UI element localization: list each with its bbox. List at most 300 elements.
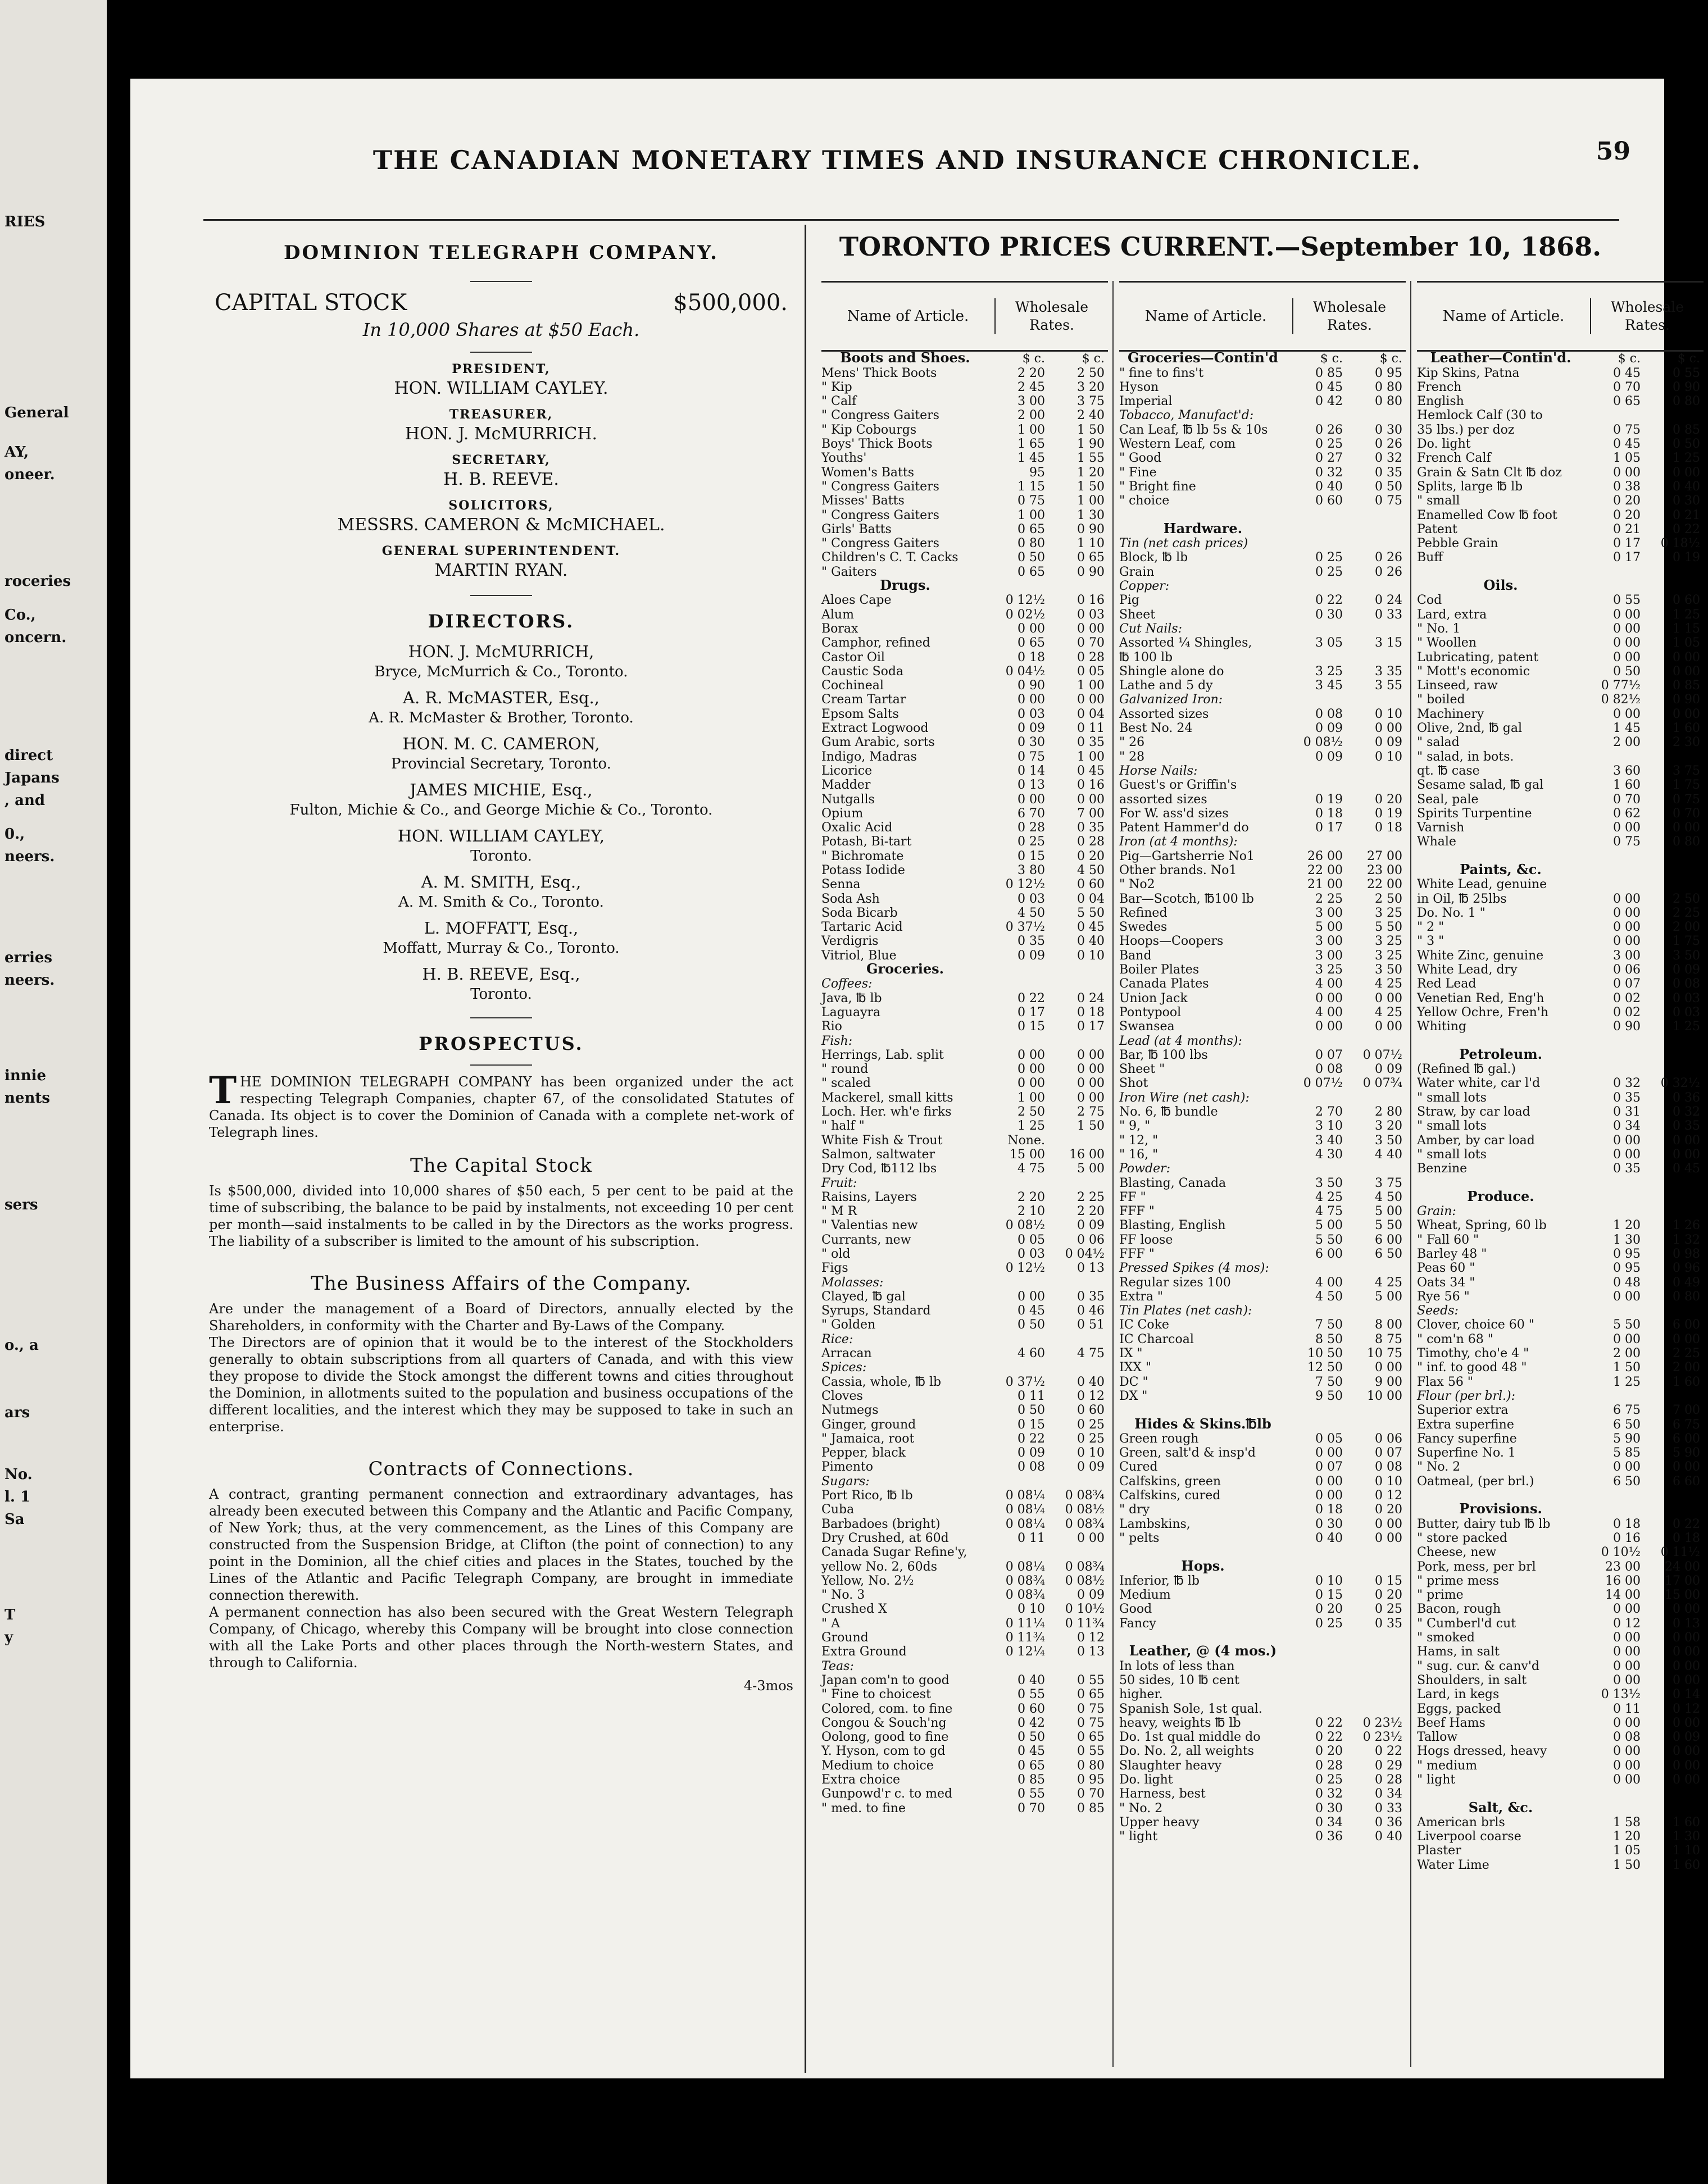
rate-high: 0 35 — [1673, 1119, 1700, 1134]
rate-high: 2 40 — [1077, 408, 1105, 423]
article-name: Drugs. — [880, 577, 930, 594]
price-row — [821, 1119, 1108, 1133]
rate-low: 0 22 — [1315, 593, 1343, 608]
price-row — [1417, 948, 1704, 962]
rate-high: 3 50 — [1375, 963, 1402, 977]
rate-low: 15 00 — [1010, 1147, 1045, 1162]
article-name: Blasting, English — [1119, 1218, 1226, 1233]
rate-low: 0 00 — [1613, 1758, 1641, 1773]
rate-low: 3 60 — [1613, 763, 1641, 778]
price-row — [821, 1261, 1108, 1275]
rate-high: 1 60 — [1673, 1815, 1700, 1830]
rate-high: 3 25 — [1375, 934, 1402, 949]
rate-high: 0 75 — [1673, 792, 1700, 807]
price-row — [821, 408, 1108, 422]
article-name: Band — [1119, 948, 1152, 963]
officer-role: SECRETARY, — [452, 453, 551, 467]
rate-high: 0 85 — [1673, 679, 1700, 693]
rate-low: 0 00 — [1613, 465, 1641, 480]
price-row — [1417, 1545, 1704, 1559]
article-name: heavy, weights ℔ lb — [1119, 1716, 1241, 1730]
rate-low: 0 25 — [1315, 1772, 1343, 1787]
rate-high: 2 20 — [1077, 1204, 1105, 1219]
price-row — [821, 835, 1108, 849]
price-row — [1119, 1119, 1406, 1133]
article-name: Timothy, cho'e 4 " — [1417, 1346, 1529, 1361]
rate-low: 16 00 — [1605, 1573, 1641, 1588]
rate-low: 4 00 — [1315, 977, 1343, 991]
price-row — [1119, 707, 1406, 721]
rate-high: 0 19 — [1375, 806, 1402, 821]
rate-low: 0 40 — [1315, 479, 1343, 494]
price-row — [1119, 1474, 1406, 1488]
price-row — [1417, 721, 1704, 735]
article-name: Butter, dairy tub ℔ lb — [1417, 1517, 1551, 1531]
article-name: Japan com'n to good — [821, 1673, 950, 1687]
directors-list — [209, 642, 793, 1003]
article-name: Peas 60 " — [1417, 1261, 1475, 1276]
rate-high: 0 08¾ — [1065, 1489, 1105, 1503]
price-row — [821, 877, 1108, 891]
rate-low: 3 00 — [1315, 934, 1343, 949]
article-name: " Kip — [821, 380, 852, 394]
price-row — [1417, 1318, 1704, 1332]
article-name: Pimento — [821, 1460, 873, 1475]
price-row — [1119, 1673, 1406, 1687]
price-row — [821, 693, 1108, 707]
article-name: Iron Wire (net cash): — [1119, 1090, 1250, 1105]
price-row — [1119, 1020, 1406, 1034]
article-name: Fruit: — [821, 1176, 857, 1190]
rate-high: 0 07½ — [1362, 1048, 1402, 1062]
price-row — [821, 1148, 1108, 1162]
column-rule — [805, 225, 806, 2073]
rate-high: 0 00 — [1077, 1076, 1105, 1091]
rate-high: 0 35 — [1375, 1616, 1402, 1631]
director-firm: Toronto. — [470, 986, 532, 1003]
rate-high: 2 25 — [1077, 1190, 1105, 1204]
rate-high: 0 00 — [1375, 721, 1402, 736]
category-heading — [1119, 522, 1406, 536]
capital-line — [209, 290, 793, 316]
price-row — [821, 1687, 1108, 1701]
rate-low: 0 00 — [1613, 1744, 1641, 1759]
rate-low: None. — [1007, 1133, 1045, 1148]
subcategory-heading — [821, 977, 1108, 991]
article-name: Grain & Satn Clt ℔ doz — [1417, 465, 1562, 480]
margin-fragment: neers. — [4, 972, 55, 989]
rate-high: 0 35 — [1375, 465, 1402, 480]
rate-low: 0 00 — [1315, 1489, 1343, 1503]
article-name: higher. — [1119, 1687, 1163, 1702]
rate-low: 0 00 — [1613, 1460, 1641, 1475]
price-row — [1119, 877, 1406, 891]
table-header — [821, 281, 1108, 352]
capital-stock-heading: The Capital Stock — [410, 1154, 593, 1177]
director-name: L. MOFFATT, Esq., — [424, 918, 579, 938]
article-name: Fish: — [821, 1034, 853, 1048]
article-name: FFF " — [1119, 1247, 1155, 1261]
rate-low: 0 65 — [1017, 522, 1045, 536]
article-name: Misses' Batts — [821, 494, 905, 508]
col-rates-header: Wholesale Rates. — [1292, 298, 1406, 334]
rate-high: 0 13 — [1077, 1261, 1105, 1276]
rate-high: 1 30 — [1673, 1830, 1700, 1844]
rate-low: 0 75 — [1017, 494, 1045, 508]
running-title: THE CANADIAN MONETARY TIMES AND INSURANCE CHRONICLE. — [373, 145, 1422, 175]
rate-high: 10 75 — [1367, 1346, 1402, 1361]
article-name: Calfskins, cured — [1119, 1489, 1221, 1503]
rate-high: 0 18 — [1375, 821, 1402, 835]
rate-high: 3 25 — [1375, 906, 1402, 920]
rate-low: 8 50 — [1315, 1332, 1343, 1346]
article-name: Bacon, rough — [1417, 1602, 1501, 1617]
rate-high: 4 50 — [1375, 1190, 1402, 1204]
rate-high: 3 55 — [1375, 679, 1402, 693]
price-row — [821, 1716, 1108, 1730]
rate-low: 0 36 — [1315, 1830, 1343, 1844]
table-header — [1417, 281, 1704, 352]
rate-low: 0 12 — [1613, 1616, 1641, 1631]
margin-fragment: o., a — [4, 1337, 39, 1354]
rate-high: 0 11 — [1077, 721, 1105, 736]
price-row — [1417, 1730, 1704, 1744]
article-name: DX " — [1119, 1389, 1148, 1403]
rate-low: 0 09 — [1017, 1446, 1045, 1460]
rate-low: 0 00 — [1315, 1020, 1343, 1034]
rate-low: 0 55 — [1017, 1787, 1045, 1801]
margin-fragment: ars — [4, 1404, 30, 1421]
director-name: HON. M. C. CAMERON, — [402, 734, 600, 753]
article-name: " 16, " — [1119, 1147, 1159, 1162]
rate-high: $ c. — [1677, 352, 1700, 366]
price-row — [821, 1517, 1108, 1531]
table-header — [1119, 281, 1406, 352]
rate-low: 0 10½ — [1601, 1545, 1641, 1560]
article-name: " small — [1417, 494, 1460, 508]
col-rates-header: Wholesale Rates. — [994, 298, 1108, 334]
price-row — [821, 1005, 1108, 1020]
rate-low: 0 00 — [1613, 1289, 1641, 1304]
article-name: Do. No. 1 " — [1417, 906, 1486, 920]
officers-list — [209, 362, 793, 580]
rate-high: 0 75 — [1077, 1701, 1105, 1716]
rate-low: 0 12½ — [1005, 1261, 1045, 1276]
price-row — [821, 1403, 1108, 1417]
prices-title: TORONTO PRICES CURRENT.—September 10, 1868. — [839, 231, 1602, 262]
article-name: Superfine No. 1 — [1417, 1446, 1516, 1460]
rate-high: 0 80 — [1673, 1289, 1700, 1304]
rate-low: 6 75 — [1613, 1403, 1641, 1418]
rate-low: 3 45 — [1315, 679, 1343, 693]
price-row — [1417, 1559, 1704, 1573]
price-row — [1417, 494, 1704, 508]
company-title: DOMINION TELEGRAPH COMPANY. — [284, 242, 719, 264]
article-name: " 12, " — [1119, 1133, 1159, 1148]
price-row — [1119, 650, 1406, 664]
price-row — [1417, 906, 1704, 920]
price-row — [1119, 1446, 1406, 1460]
article-name: Seal, pale — [1417, 792, 1479, 807]
article-name: Calfskins, green — [1119, 1474, 1221, 1489]
price-row — [1119, 465, 1406, 479]
category-heading — [1119, 1417, 1406, 1431]
rate-high: 1 00 — [1077, 679, 1105, 693]
rate-low: 0 00 — [1017, 621, 1045, 636]
newspaper-page — [130, 79, 1700, 2078]
rate-low: 0 18 — [1315, 1503, 1343, 1517]
rate-high: 0 98 — [1673, 1247, 1700, 1261]
rate-low: 14 00 — [1605, 1588, 1641, 1603]
director-firm: Moffatt, Murray & Co., Toronto. — [383, 940, 620, 957]
article-name: Shingle alone do — [1119, 664, 1224, 679]
article-name: Herrings, Lab. split — [821, 1048, 944, 1062]
rate-low: 2 45 — [1017, 380, 1045, 394]
article-name: Opium — [821, 806, 864, 821]
rate-high: 4 25 — [1375, 1275, 1402, 1290]
rate-high: 0 19 — [1673, 550, 1700, 565]
article-name: Dry Cod, ℔112 lbs — [821, 1162, 937, 1176]
rate-low: 2 00 — [1613, 735, 1641, 750]
article-name: Extract Logwood — [821, 721, 929, 736]
rate-low: 0 18 — [1613, 1517, 1641, 1531]
price-row — [1119, 1389, 1406, 1403]
article-name: " medium — [1417, 1758, 1478, 1773]
article-name: Venetian Red, Eng'h — [1417, 991, 1545, 1005]
rate-high: 0 28 — [1077, 835, 1105, 849]
business-affairs-text-2: The Directors are of opinion that it would be to the interest of the Stockholders generally to obtain subscriptions from all quarters of Canada, and with this view they propose to divide the Stock amongst the different towns and cities throughout the Dominion, in allotments suited to the population and business occupations of the different localities, and the interest which they may be supposed to take in such an enterprise. — [209, 1335, 793, 1435]
officer-name: MARTIN RYAN. — [434, 561, 568, 580]
rate-high: 2 50 — [1077, 366, 1105, 380]
article-name: Buff — [1417, 550, 1443, 565]
rate-low: 0 22 — [1017, 991, 1045, 1005]
article-name: " No. 2 — [1119, 1801, 1163, 1816]
rate-low: 0 45 — [1613, 437, 1641, 452]
article-name: " 26 — [1119, 735, 1145, 750]
price-row — [1119, 1787, 1406, 1801]
rate-high: 1 20 — [1077, 465, 1105, 480]
rate-high: 0 12 — [1673, 1701, 1700, 1716]
article-name: Swansea — [1119, 1020, 1175, 1034]
price-row — [1417, 877, 1704, 891]
rate-low: 0 65 — [1613, 394, 1641, 409]
article-name: Leather—Contin'd. — [1430, 349, 1571, 366]
price-row — [821, 1389, 1108, 1403]
rate-low: 6 50 — [1613, 1417, 1641, 1432]
article-name: Shoulders, in salt — [1417, 1673, 1527, 1687]
price-row — [1417, 1844, 1704, 1858]
article-name: Potass Iodide — [821, 863, 905, 877]
article-name: Blasting, Canada — [1119, 1176, 1227, 1190]
rate-low: 5 50 — [1315, 1232, 1343, 1247]
article-name: Swedes — [1119, 920, 1168, 935]
rate-low: 6 70 — [1017, 806, 1045, 821]
rate-low: 1 00 — [1017, 1090, 1045, 1105]
article-name: Provisions. — [1459, 1500, 1542, 1517]
rate-high: 7 00 — [1077, 806, 1105, 821]
rate-high: 8 00 — [1375, 1318, 1402, 1332]
rate-high: 0 10 — [1375, 749, 1402, 764]
article-name: FF loose — [1119, 1232, 1173, 1247]
rate-high: 0 08¾ — [1065, 1517, 1105, 1531]
price-row — [1119, 1275, 1406, 1289]
article-name: Pontypool — [1119, 1005, 1182, 1020]
article-name: Groceries. — [866, 961, 944, 977]
article-name: Cochineal — [821, 679, 884, 693]
price-row — [821, 1048, 1108, 1062]
price-row — [1119, 1730, 1406, 1744]
rate-low: 0 00 — [1315, 1446, 1343, 1460]
article-name: yellow No. 2, 60ds — [821, 1559, 938, 1574]
article-name: Boiler Plates — [1119, 963, 1200, 977]
rate-low: 0 08 — [1315, 1062, 1343, 1077]
rate-high: 0 09 — [1673, 1730, 1700, 1745]
price-row — [1417, 679, 1704, 693]
rate-low: 0 25 — [1315, 565, 1343, 579]
price-row — [821, 1616, 1108, 1630]
article-name: Sheet — [1119, 607, 1156, 622]
article-name: " scaled — [821, 1076, 871, 1091]
price-row — [1119, 735, 1406, 749]
price-row — [1119, 749, 1406, 763]
subcategory-heading — [1119, 579, 1406, 593]
rate-low: 0 11¼ — [1005, 1616, 1045, 1631]
rate-high: 0 05 — [1077, 664, 1105, 679]
rate-high: 0 00 — [1673, 1133, 1700, 1148]
rate-low: 0 37½ — [1005, 920, 1045, 935]
rate-low: 12 50 — [1307, 1361, 1343, 1375]
price-row — [821, 1730, 1108, 1744]
rate-high: 0 22 — [1673, 1517, 1700, 1531]
article-name: assorted sizes — [1119, 792, 1207, 807]
rate-high: 1 55 — [1077, 451, 1105, 466]
subcategory-heading — [821, 1275, 1108, 1289]
rate-high: 0 95 — [1077, 1772, 1105, 1787]
rate-high: 1 60 — [1673, 721, 1700, 736]
rate-high: 5 00 — [1375, 1289, 1402, 1304]
rate-low: 0 32 — [1315, 465, 1343, 480]
price-row — [1119, 807, 1406, 821]
article-name: Beef Hams — [1417, 1716, 1486, 1730]
rate-high: 0 08½ — [1065, 1503, 1105, 1517]
rate-high: 0 85 — [1077, 1801, 1105, 1816]
rate-high: 0 23½ — [1362, 1716, 1402, 1730]
article-name: English — [1417, 394, 1464, 409]
margin-fragment: l. 1 — [4, 1489, 31, 1505]
rate-low: $ c. — [1618, 352, 1641, 366]
price-row — [821, 778, 1108, 792]
rate-high: 0 49 — [1673, 1275, 1700, 1290]
rate-high: 0 22 — [1673, 522, 1700, 536]
margin-fragment: Japans — [4, 770, 60, 786]
price-row — [821, 920, 1108, 934]
rate-low: 0 80 — [1017, 536, 1045, 551]
rate-high: 0 00 — [1673, 707, 1700, 721]
margin-fragment: Sa — [4, 1511, 25, 1528]
rate-low: 0 09 — [1017, 721, 1045, 736]
rate-high: 0 32 — [1673, 1105, 1700, 1120]
price-row — [1417, 1332, 1704, 1346]
article-name: " Woollen — [1417, 636, 1477, 650]
article-name: Medium to choice — [821, 1758, 934, 1773]
subcategory-heading — [1119, 1261, 1406, 1275]
price-row — [1417, 1631, 1704, 1645]
article-name: Do. light — [1417, 437, 1471, 452]
rate-low: 0 50 — [1613, 664, 1641, 679]
article-name: Red Lead — [1417, 977, 1477, 991]
rate-low: 1 30 — [1613, 1232, 1641, 1247]
price-row — [1119, 963, 1406, 977]
article-name: " 3 " — [1417, 934, 1444, 949]
article-name: Barley 48 " — [1417, 1247, 1487, 1261]
divider — [470, 595, 532, 596]
rate-high: 0 85 — [1673, 422, 1700, 437]
rate-low: 6 50 — [1613, 1474, 1641, 1489]
article-name: " Kip Cobourgs — [821, 422, 917, 437]
rate-low: 0 09 — [1315, 721, 1343, 736]
rate-high: 0 00 — [1077, 621, 1105, 636]
article-name: Figs — [821, 1261, 848, 1276]
rate-low: 0 17 — [1315, 821, 1343, 835]
article-name: " Fine — [1119, 465, 1157, 480]
price-row — [821, 1559, 1108, 1573]
rate-high: 4 40 — [1375, 1147, 1402, 1162]
rate-low: 5 50 — [1613, 1318, 1641, 1332]
article-name: Salmon, saltwater — [821, 1147, 935, 1162]
price-row — [1119, 778, 1406, 792]
price-row — [1119, 1346, 1406, 1361]
price-row — [1119, 1218, 1406, 1232]
rate-high: 0 12 — [1077, 1389, 1105, 1403]
rate-low: 0 35 — [1613, 1090, 1641, 1105]
col-rates-header: Wholesale Rates. — [1590, 298, 1704, 334]
rate-low: 4 60 — [1017, 1346, 1045, 1361]
rate-high: 0 28 — [1375, 1772, 1402, 1787]
price-row — [1417, 991, 1704, 1005]
rate-high: 0 80 — [1375, 380, 1402, 394]
rate-low: 0 25 — [1315, 1616, 1343, 1631]
rate-high: 23 00 — [1367, 863, 1402, 877]
director-name: JAMES MICHIE, Esq., — [410, 780, 593, 799]
price-row — [1119, 934, 1406, 948]
article-name: " A — [821, 1616, 840, 1631]
category-heading — [821, 963, 1108, 977]
price-row — [1417, 1716, 1704, 1730]
rate-high: 3 50 — [1375, 1133, 1402, 1148]
rate-high: 5 90 — [1673, 1446, 1700, 1460]
article-name: For W. ass'd sizes — [1119, 806, 1229, 821]
article-name: Do. light — [1119, 1772, 1173, 1787]
rate-low: 3 05 — [1315, 636, 1343, 650]
rate-low: 21 00 — [1307, 877, 1343, 892]
rate-low: 3 00 — [1017, 394, 1045, 409]
article-name: Pepper, black — [821, 1446, 906, 1460]
price-row — [1119, 593, 1406, 607]
article-name: Refined — [1119, 906, 1168, 920]
rate-high: 2 25 — [1673, 1346, 1700, 1361]
margin-fragment: erries — [4, 949, 52, 966]
rate-high: 3 75 — [1375, 1176, 1402, 1190]
subcategory-heading — [821, 1474, 1108, 1488]
rate-high: 1 00 — [1077, 749, 1105, 764]
rate-high: 0 75 — [1077, 1716, 1105, 1730]
article-name: Copper: — [1119, 579, 1170, 594]
price-row — [821, 665, 1108, 679]
article-name: Cod — [1417, 593, 1442, 608]
price-row — [1417, 749, 1704, 763]
rate-low: 0 22 — [1017, 1431, 1045, 1446]
table-rule — [1410, 281, 1411, 2067]
